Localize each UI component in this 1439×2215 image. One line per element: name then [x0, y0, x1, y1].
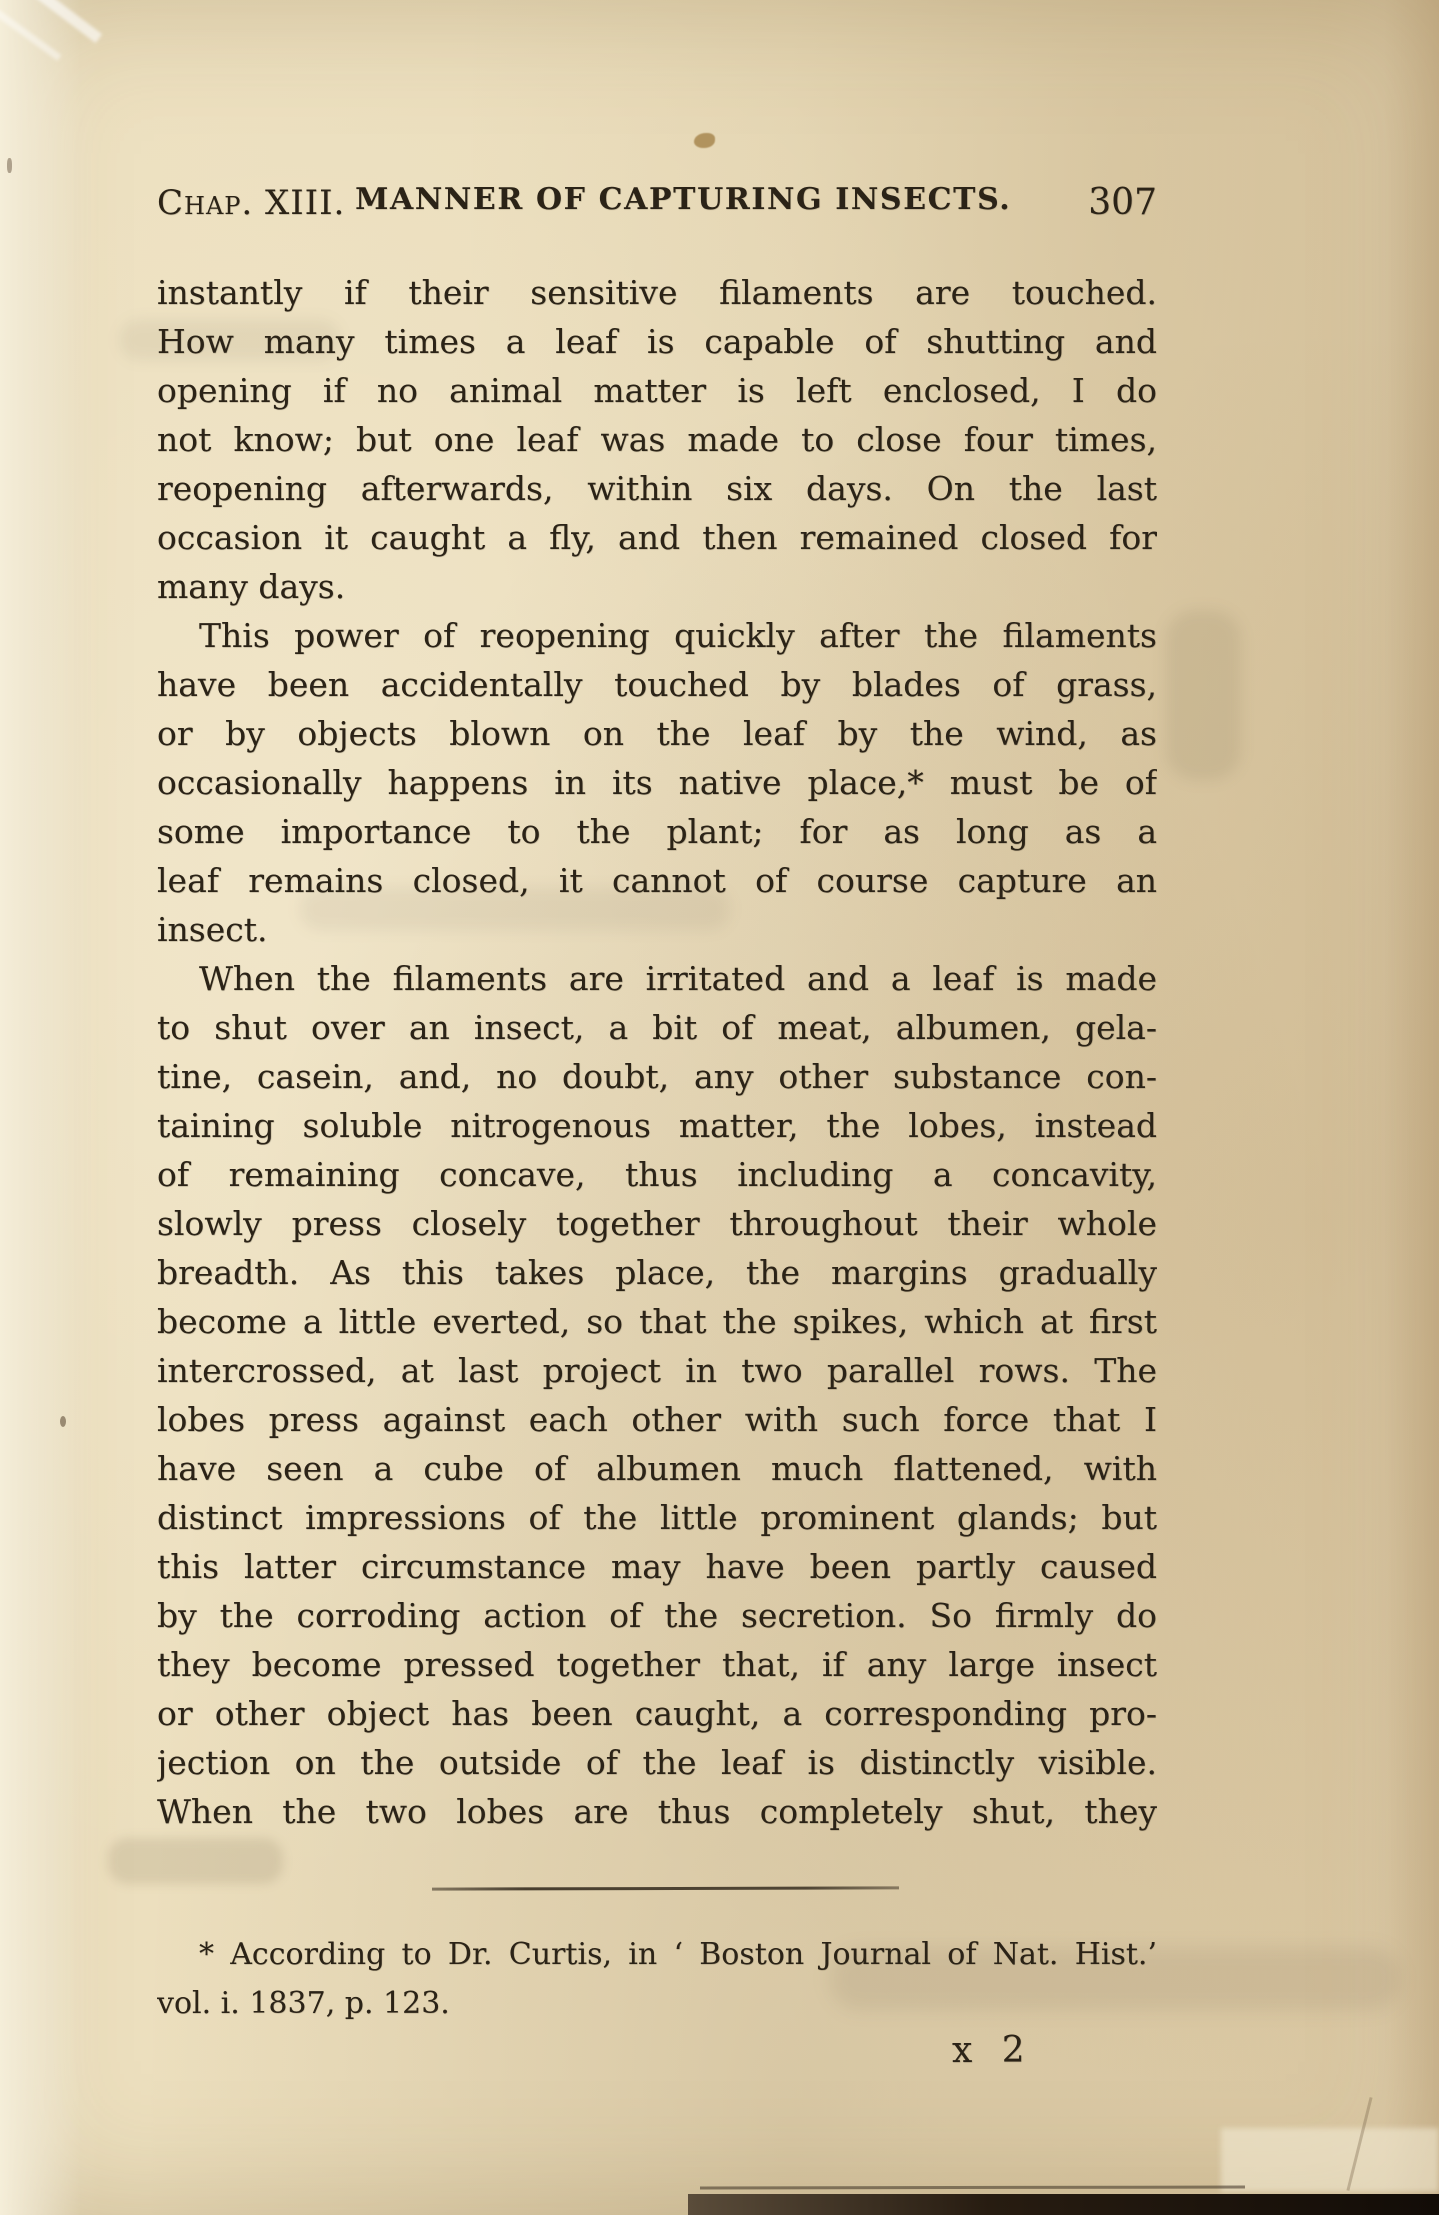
text-line: or by objects blown on the leaf by the wind, as: [157, 714, 1157, 753]
paper-speck-artifact: [7, 158, 12, 173]
text-line: to shut over an insect, a bit of meat, albumen, gela-: [157, 1008, 1157, 1047]
ink-bleedthrough-artifact: [1166, 610, 1241, 780]
footnote-line: * According to Dr. Curtis, in ‘ Boston Journal of Nat. Hist.’: [199, 1937, 1157, 1972]
paragraph: [157, 954, 1157, 1836]
text-line: lobes press against each other with such force that I: [157, 1400, 1157, 1439]
text-line: of remaining concave, thus including a concavity,: [157, 1155, 1157, 1194]
running-title: MANNER OF CAPTURING INSECTS.: [355, 182, 1012, 217]
page-right-edge-artifact: [1384, 0, 1439, 2215]
text-line: When the filaments are irritated and a leaf is made: [199, 959, 1157, 998]
corner-streak-artifact: [0, 2, 61, 61]
text-line: reopening afterwards, within six days. On the last: [157, 469, 1157, 508]
text-line: this latter circumstance may have been partly caused: [157, 1547, 1157, 1586]
text-line: or other object has been caught, a corresponding pro-: [157, 1694, 1157, 1733]
text-line: breadth. As this takes place, the margins gradually: [157, 1253, 1157, 1292]
page-number: 307: [1088, 182, 1157, 223]
text-line: When the two lobes are thus completely shut, they: [157, 1792, 1157, 1831]
corner-streak-artifact: [0, 0, 102, 43]
text-line: have seen a cube of albumen much flattened, with: [157, 1449, 1157, 1488]
body-text: [157, 268, 1157, 1836]
text-line: This power of reopening quickly after the filaments: [199, 616, 1157, 655]
text-line: distinct impressions of the little prominent glands; but: [157, 1498, 1157, 1537]
text-line: tine, casein, and, no doubt, any other substance con-: [157, 1057, 1157, 1096]
page-left-edge-artifact: [0, 0, 95, 2215]
footnote: [157, 1931, 1157, 2029]
text-line: become a little everted, so that the spikes, which at first: [157, 1302, 1157, 1341]
paragraph: [157, 268, 1157, 611]
ink-bleedthrough-artifact: [108, 1838, 283, 1884]
text-line: not know; but one leaf was made to close four times,: [157, 420, 1157, 459]
scan-edge-band-artifact: [688, 2194, 1439, 2215]
text-line: many days.: [157, 567, 346, 606]
paper-fleck-artifact: [694, 133, 715, 148]
footnote-separator-rule: [432, 1886, 899, 1890]
paragraph: [157, 611, 1157, 954]
text-line: by the corroding action of the secretion. So firmly do: [157, 1596, 1157, 1635]
text-line: some importance to the plant; for as long as a: [157, 812, 1157, 851]
page-edge-line-artifact: [1346, 2097, 1372, 2191]
text-line: slowly press closely together throughout their whole: [157, 1204, 1157, 1243]
text-line: have been accidentally touched by blades of grass,: [157, 665, 1157, 704]
signature-mark: x 2: [952, 2030, 1025, 2071]
chapter-label: Chap. XIII.: [157, 183, 346, 223]
text-line: occasionally happens in its native place,* must be of: [157, 763, 1157, 802]
scan-edge-line-artifact: [700, 2186, 1245, 2190]
text-line: How many times a leaf is capable of shutting and: [157, 322, 1157, 361]
text-line: insect.: [157, 910, 268, 949]
paper-speck-artifact: [60, 1416, 66, 1427]
text-line: taining soluble nitrogenous matter, the lobes, instead: [157, 1106, 1157, 1145]
text-line: jection on the outside of the leaf is distinctly visible.: [157, 1743, 1157, 1782]
page-header: [157, 182, 1157, 223]
footnote-line: vol. i. 1837, p. 123.: [157, 1986, 450, 2021]
text-line: occasion it caught a fly, and then remained closed for: [157, 518, 1157, 557]
text-line: opening if no animal matter is left enclosed, I do: [157, 371, 1157, 410]
text-line: intercrossed, at last project in two parallel rows. The: [157, 1351, 1157, 1390]
text-line: they become pressed together that, if any large insect: [157, 1645, 1157, 1684]
text-line: leaf remains closed, it cannot of course capture an: [157, 861, 1157, 900]
bottom-corner-light-artifact: [1221, 2128, 1439, 2192]
text-line: instantly if their sensitive filaments are touched.: [157, 273, 1157, 312]
